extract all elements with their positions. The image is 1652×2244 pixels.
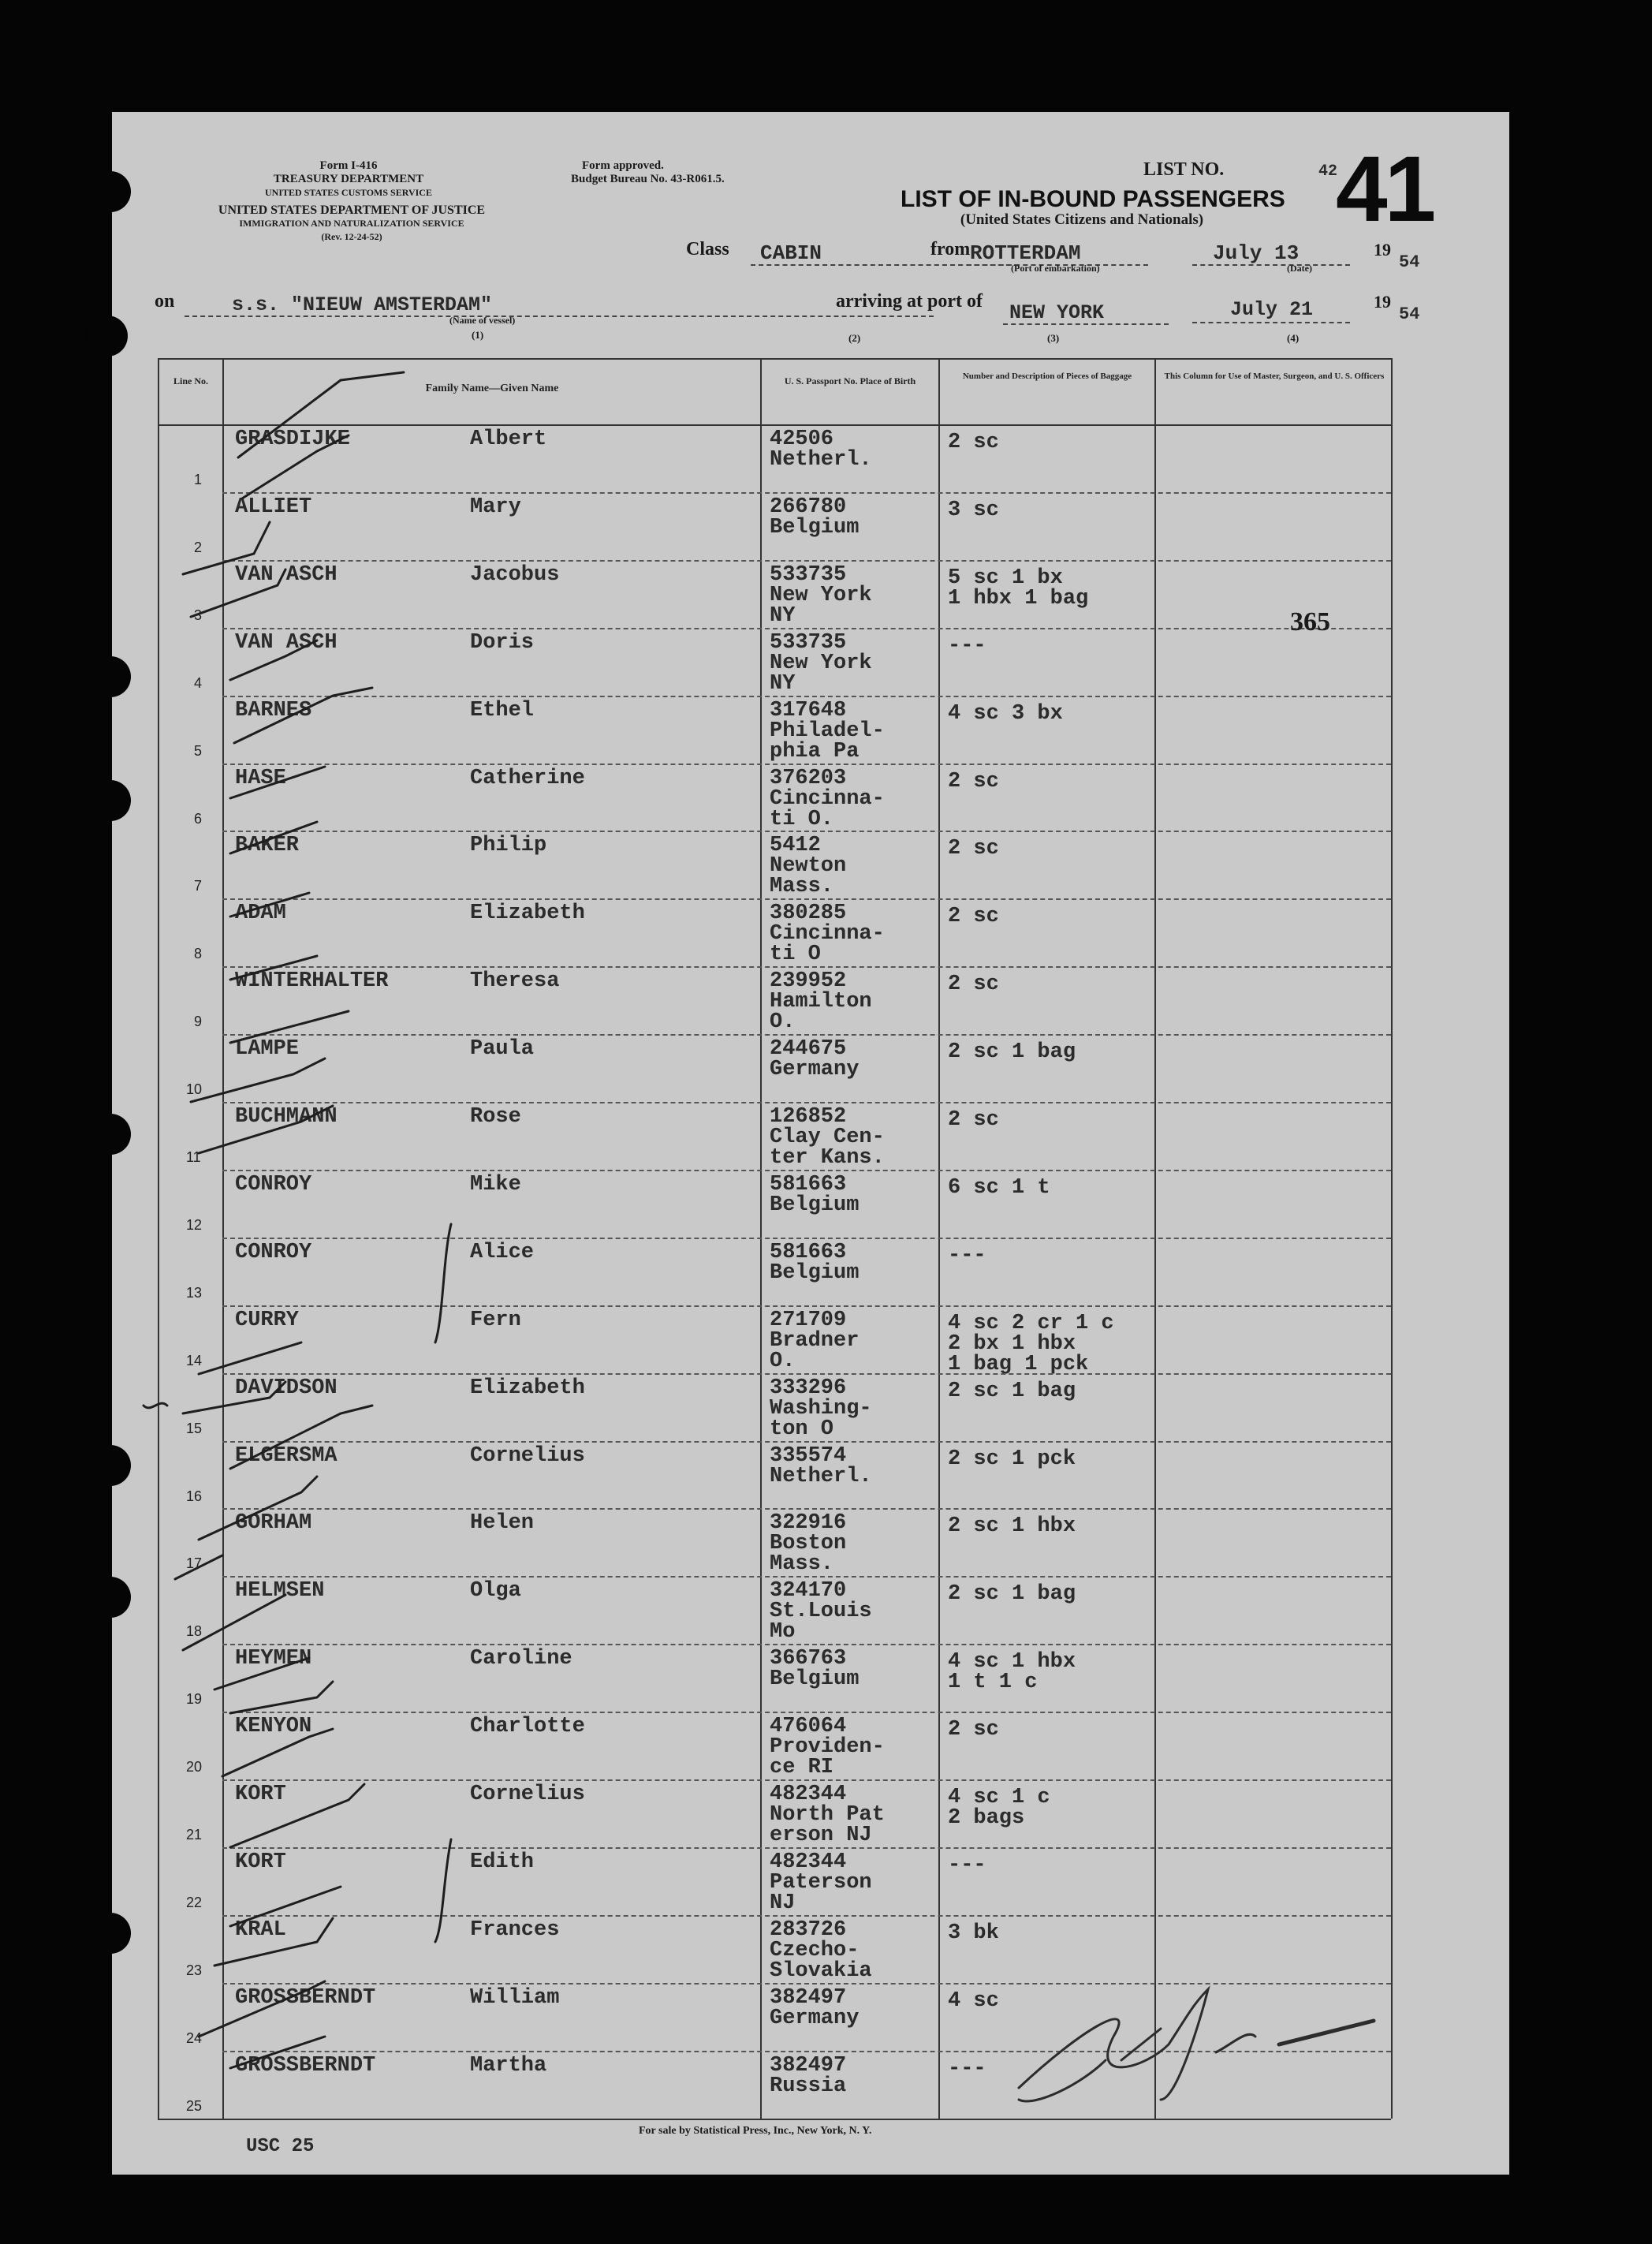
- arrival-date: July 21: [1230, 298, 1314, 321]
- row-separator: [222, 1644, 1391, 1645]
- passport-number: 380285: [770, 902, 847, 926]
- passport-number: 376203: [770, 766, 847, 790]
- row-separator: [222, 1712, 1391, 1713]
- baggage: 2 sc: [948, 905, 999, 929]
- row-separator: [222, 764, 1391, 765]
- family-name: VAN ASCH: [235, 630, 337, 655]
- given-name: Jacobus: [470, 562, 560, 587]
- vessel-name: s.s. "NIEUW AMSTERDAM": [232, 293, 493, 316]
- row-separator: [222, 1305, 1391, 1307]
- place-of-birth: Philadel- phia Pa: [770, 719, 885, 764]
- baggage: ---: [948, 633, 986, 658]
- col-num-4: (4): [1287, 332, 1300, 344]
- baggage: 2 sc 1 pck: [948, 1447, 1076, 1471]
- passport-number: 335574: [770, 1443, 847, 1468]
- family-name: HASE: [235, 766, 286, 790]
- line-number: 16: [186, 1488, 203, 1504]
- table-right-border: [1391, 358, 1393, 2119]
- row-separator: [222, 1373, 1391, 1375]
- family-name: KORT: [235, 1783, 286, 1806]
- place-of-birth: Belgium: [770, 1193, 860, 1217]
- passport-number: 283726: [770, 1917, 847, 1942]
- given-name: Paula: [470, 1037, 535, 1062]
- baggage: 2 sc: [948, 1718, 999, 1742]
- family-name: GROSSBERNDT: [235, 1985, 376, 2010]
- vessel-col-num: (1): [472, 329, 484, 341]
- arrival-port: NEW YORK: [1009, 301, 1105, 324]
- place-of-birth: Netherl.: [770, 1464, 872, 1488]
- year-suffix: 54: [1399, 252, 1420, 272]
- baggage: ---: [948, 1243, 986, 1268]
- row-separator: [222, 898, 1391, 900]
- given-name: Caroline: [470, 1647, 572, 1671]
- family-name: LAMPE: [235, 1037, 300, 1062]
- passport-number: 322916: [770, 1511, 847, 1536]
- passport-number: 533735: [770, 630, 847, 655]
- family-name: HEYMEN: [235, 1647, 312, 1671]
- row-separator: [222, 2051, 1391, 2052]
- row-separator: [222, 1238, 1391, 1239]
- given-name: Rose: [470, 1105, 521, 1129]
- place-of-birth: Bradner O.: [770, 1328, 860, 1373]
- form-approved: Form approved.: [582, 159, 664, 172]
- passport-number: 244675: [770, 1037, 847, 1062]
- passport-number: 126852: [770, 1105, 847, 1129]
- form-number: Form I-416: [319, 159, 378, 172]
- given-name: Catherine: [470, 766, 585, 790]
- passport-number: 533735: [770, 562, 847, 587]
- justice-dept: UNITED STATES DEPARTMENT OF JUSTICE: [218, 203, 486, 217]
- family-name: KENYON: [235, 1715, 312, 1739]
- passport-number: 317648: [770, 698, 847, 722]
- given-name: Elizabeth: [470, 902, 585, 926]
- place-of-birth: Germany: [770, 1058, 860, 1082]
- family-name: GORHAM: [235, 1511, 312, 1536]
- given-name: Ethel: [470, 698, 535, 722]
- baggage: 4 sc 1 hbx 1 t 1 c: [948, 1650, 1076, 1695]
- line-number: 5: [194, 742, 203, 759]
- place-of-birth: Cincinna- ti O.: [770, 786, 885, 831]
- line-number: 17: [186, 1555, 203, 1572]
- passenger-table: [112, 112, 1509, 2175]
- place-of-birth: Czecho- Slovakia: [770, 1938, 872, 1983]
- given-name: Frances: [470, 1917, 560, 1942]
- treasury-dept: TREASURY DEPARTMENT: [273, 173, 424, 185]
- line-number: 4: [194, 674, 203, 691]
- baggage: 3 bk: [948, 1921, 999, 1945]
- col-header-name: Family Name—Given Name: [425, 383, 559, 394]
- from-port: ROTTERDAM: [970, 241, 1081, 265]
- table-bottom-border: [158, 2119, 1391, 2120]
- line-number: 11: [186, 1149, 201, 1165]
- given-name: William: [470, 1985, 560, 2010]
- family-name: GRASDIJKE: [235, 428, 350, 451]
- family-name: CURRY: [235, 1308, 300, 1332]
- family-name: BARNES: [235, 698, 312, 722]
- table-top-border: [158, 358, 1391, 360]
- given-name: Mary: [470, 495, 521, 519]
- row-separator: [222, 1102, 1391, 1103]
- row-separator: [222, 492, 1391, 494]
- family-name: KORT: [235, 1850, 286, 1874]
- place-of-birth: North Pat erson NJ: [770, 1803, 885, 1847]
- passport-number: 482344: [770, 1850, 847, 1874]
- line-number: 3: [194, 607, 203, 623]
- passport-number: 382497: [770, 1985, 847, 2010]
- given-name: Mike: [470, 1172, 521, 1197]
- place-of-birth: Belgium: [770, 1260, 860, 1285]
- baggage: 5 sc 1 bx 1 hbx 1 bag: [948, 566, 1089, 610]
- line-number: 13: [186, 1284, 203, 1301]
- place-of-birth: Germany: [770, 2006, 860, 2030]
- line-number: 20: [186, 1759, 203, 1775]
- baggage: 3 sc: [948, 498, 999, 522]
- officer-note: 365: [1290, 607, 1330, 637]
- place-of-birth: Providen- ce RI: [770, 1735, 885, 1780]
- family-name: HELMSEN: [235, 1579, 325, 1604]
- place-of-birth: Belgium: [770, 1667, 860, 1692]
- given-name: Helen: [470, 1511, 535, 1536]
- family-name: VAN ASCH: [235, 562, 337, 587]
- usc-stamp: USC 25: [246, 2136, 315, 2157]
- passport-number: 476064: [770, 1715, 847, 1739]
- line-number: 12: [186, 1216, 203, 1233]
- row-separator: [222, 1847, 1391, 1849]
- budget-bureau: Budget Bureau No. 43-R061.5.: [571, 173, 725, 185]
- customs-service: UNITED STATES CUSTOMS SERVICE: [265, 187, 432, 198]
- baggage: 4 sc 2 cr 1 c 2 bx 1 hbx 1 bag 1 pck: [948, 1311, 1114, 1376]
- vessel-caption: (Name of vessel): [449, 315, 516, 326]
- row-separator: [222, 966, 1391, 968]
- passport-number: 581663: [770, 1172, 847, 1197]
- place-of-birth: Hamilton O.: [770, 990, 872, 1035]
- given-name: Charlotte: [470, 1715, 585, 1739]
- row-separator: [222, 1034, 1391, 1036]
- line-number: 22: [186, 1894, 203, 1910]
- printer-credit: For sale by Statistical Press, Inc., New York, N. Y.: [639, 2125, 872, 2137]
- given-name: Elizabeth: [470, 1376, 585, 1400]
- year-prefix: 19: [1374, 240, 1391, 259]
- baggage: 4 sc 3 bx: [948, 701, 1063, 726]
- family-name: GROSSBERNDT: [235, 2053, 376, 2078]
- from-label: from: [930, 239, 971, 259]
- given-name: Doris: [470, 630, 535, 655]
- given-name: Alice: [470, 1240, 535, 1264]
- baggage: 2 sc 1 hbx: [948, 1514, 1076, 1539]
- place-of-birth: New York NY: [770, 651, 872, 696]
- col-num-2: (2): [848, 332, 861, 344]
- given-name: Cornelius: [470, 1443, 585, 1468]
- family-name: ADAM: [235, 902, 286, 926]
- place-of-birth: St.Louis Mo: [770, 1600, 872, 1645]
- row-separator: [222, 1508, 1391, 1510]
- family-name: BUCHMANN: [235, 1105, 337, 1129]
- list-title: LIST OF IN-BOUND PASSENGERS: [901, 186, 1285, 212]
- revision: (Rev. 12-24-52): [321, 231, 382, 242]
- family-name: KRAL: [235, 1917, 286, 1942]
- line-number: 2: [194, 539, 203, 555]
- baggage: 4 sc: [948, 1988, 999, 2013]
- passport-number: 266780: [770, 495, 847, 519]
- col-num-3: (3): [1047, 332, 1060, 344]
- line-number: 24: [186, 2029, 203, 2046]
- row-separator: [222, 1441, 1391, 1443]
- row-separator: [222, 1983, 1391, 1985]
- baggage: ---: [948, 1853, 986, 1877]
- place-of-birth: Netherl.: [770, 448, 872, 472]
- given-name: Edith: [470, 1850, 535, 1874]
- col-header-line-no: Line No.: [173, 375, 208, 386]
- given-name: Olga: [470, 1579, 521, 1604]
- list-no-small: 42: [1318, 162, 1338, 181]
- given-name: Theresa: [470, 969, 560, 994]
- baggage: 2 sc 1 bag: [948, 1379, 1076, 1403]
- line-number: 14: [186, 1352, 203, 1368]
- line-number: 19: [186, 1691, 203, 1708]
- row-separator: [222, 1915, 1391, 1917]
- family-name: BAKER: [235, 834, 300, 858]
- row-separator: [222, 1576, 1391, 1578]
- table-left-border: [158, 358, 159, 2119]
- list-subtitle: (United States Citizens and Nationals): [960, 211, 1204, 228]
- place-of-birth: Russia: [770, 2074, 847, 2098]
- place-of-birth: Paterson NJ: [770, 1870, 872, 1915]
- row-separator: [222, 831, 1391, 832]
- row-separator: [222, 560, 1391, 562]
- baggage: ---: [948, 2056, 986, 2081]
- port-embark-caption: (Port of embarkation): [1011, 263, 1100, 274]
- baggage: 2 sc 1 bag: [948, 1582, 1076, 1607]
- on-label: on: [155, 291, 175, 312]
- line-number: 9: [194, 1014, 203, 1030]
- row-separator: [222, 1779, 1391, 1781]
- place-of-birth: New York NY: [770, 583, 872, 628]
- baggage: 6 sc 1 t: [948, 1175, 1050, 1200]
- passport-number: 324170: [770, 1579, 847, 1604]
- passport-number: 239952: [770, 969, 847, 994]
- line-number: 10: [186, 1081, 203, 1098]
- family-name: CONROY: [235, 1172, 312, 1197]
- row-separator: [222, 628, 1391, 629]
- table-header-border: [158, 424, 1391, 426]
- baggage: 4 sc 1 c 2 bags: [948, 1786, 1050, 1830]
- class-label: Class: [686, 239, 729, 259]
- family-name: ALLIET: [235, 495, 312, 519]
- line-number: 1: [194, 472, 203, 487]
- line-number: 7: [194, 878, 203, 894]
- row-separator: [222, 696, 1391, 697]
- place-of-birth: Boston Mass.: [770, 1532, 847, 1577]
- passport-number: 42506: [770, 428, 834, 451]
- given-name: Cornelius: [470, 1783, 585, 1806]
- family-name: CONROY: [235, 1240, 312, 1264]
- line-number: 8: [194, 946, 203, 962]
- baggage: 2 sc 1 bag: [948, 1040, 1076, 1065]
- line-number: 6: [194, 810, 203, 827]
- col-header-officers: This Column for Use of Master, Surgeon, and U. S. Officers: [1164, 372, 1385, 381]
- passport-number: 271709: [770, 1308, 847, 1332]
- row-separator: [222, 1170, 1391, 1171]
- baggage: 2 sc: [948, 769, 999, 793]
- embark-date: July 13: [1213, 241, 1300, 265]
- baggage: 2 sc: [948, 1108, 999, 1132]
- given-name: Philip: [470, 834, 547, 858]
- date-caption: (Date): [1287, 263, 1312, 274]
- ins-service: IMMIGRATION AND NATURALIZATION SERVICE: [239, 218, 464, 229]
- arrival-year-prefix: 19: [1374, 292, 1391, 312]
- list-number: 41: [1336, 137, 1434, 241]
- place-of-birth: Newton Mass.: [770, 854, 847, 899]
- passport-number: 333296: [770, 1376, 847, 1400]
- place-of-birth: Belgium: [770, 515, 860, 540]
- given-name: Fern: [470, 1308, 521, 1332]
- passport-number: 482344: [770, 1783, 847, 1806]
- line-number: 25: [186, 2097, 203, 2114]
- list-no-label: LIST NO.: [1143, 159, 1225, 180]
- arriving-label: arriving at port of: [836, 291, 983, 312]
- family-name: DAVIDSON: [235, 1376, 337, 1400]
- given-name: Martha: [470, 2053, 547, 2078]
- family-name: ELGERSMA: [235, 1443, 337, 1468]
- line-number: 15: [186, 1420, 203, 1436]
- place-of-birth: Cincinna- ti O: [770, 922, 885, 967]
- given-name: Albert: [470, 428, 547, 451]
- passport-number: 382497: [770, 2053, 847, 2078]
- line-number: 23: [186, 1962, 203, 1978]
- class-value: CABIN: [760, 241, 822, 265]
- family-name: WINTERHALTER: [235, 969, 389, 994]
- col-header-passport: U. S. Passport No. Place of Birth: [784, 375, 916, 386]
- form-page: [112, 112, 1509, 2175]
- baggage: 2 sc: [948, 973, 999, 997]
- col-header-baggage: Number and Description of Pieces of Baggage: [962, 372, 1132, 381]
- passport-number: 366763: [770, 1647, 847, 1671]
- line-number: 21: [186, 1827, 203, 1843]
- passport-number: 5412: [770, 834, 821, 858]
- baggage: 2 sc: [948, 431, 999, 454]
- place-of-birth: Washing- ton O: [770, 1396, 872, 1441]
- place-of-birth: Clay Cen- ter Kans.: [770, 1126, 885, 1170]
- passport-number: 581663: [770, 1240, 847, 1264]
- baggage: 2 sc: [948, 837, 999, 861]
- arrival-year-suffix: 54: [1399, 304, 1420, 324]
- line-number: 18: [186, 1623, 203, 1640]
